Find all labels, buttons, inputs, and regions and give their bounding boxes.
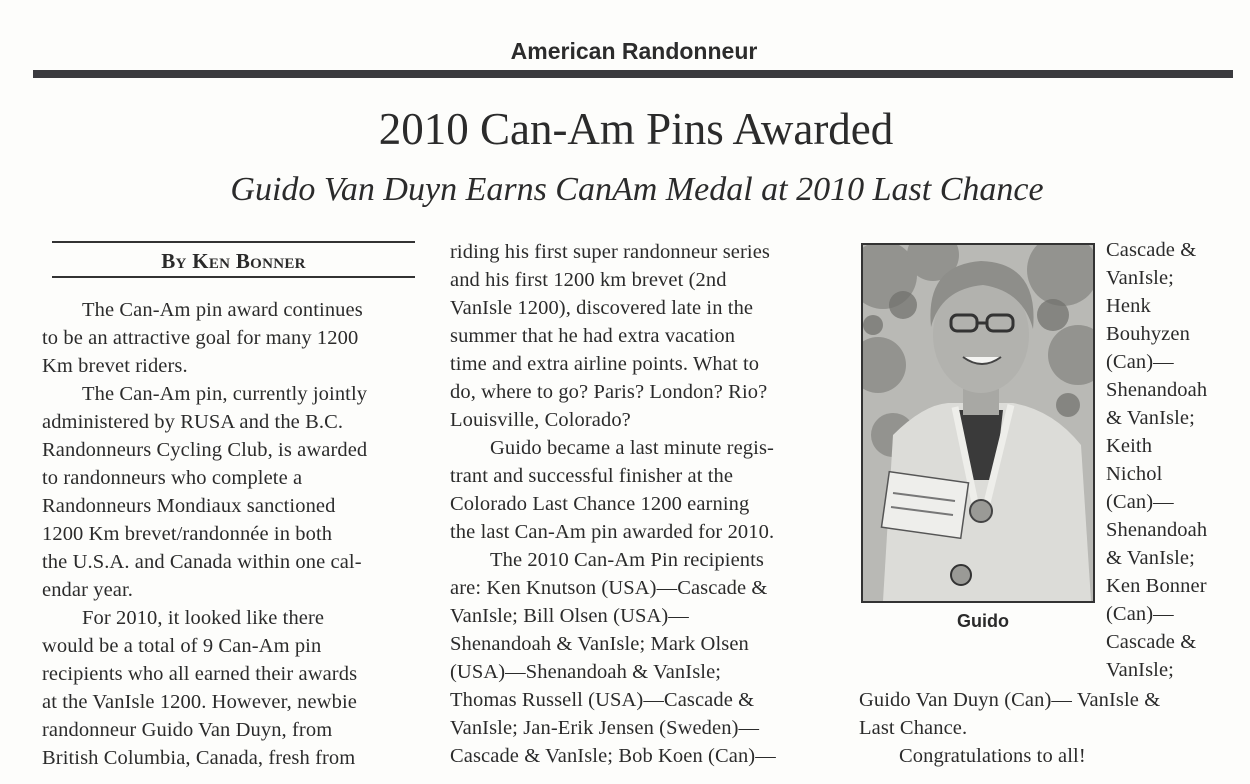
text-line: the U.S.A. and Canada within one cal- xyxy=(42,551,362,573)
text-line: Louisville, Colorado? xyxy=(450,409,631,431)
column-3 xyxy=(1106,236,1246,684)
text-line: to be an attractive goal for many 1200 xyxy=(42,327,359,349)
congratulations-line: Congratulations to all! xyxy=(899,745,1086,767)
text-line: at the VanIsle 1200. However, newbie xyxy=(42,691,357,713)
text-line: Cascade & VanIsle; Bob Koen (Can)— xyxy=(450,745,776,767)
text-line: do, where to go? Paris? London? Rio? xyxy=(450,381,768,403)
text-line: The Can-Am pin award continues xyxy=(82,299,363,321)
text-line: recipients who all earned their awards xyxy=(42,663,358,685)
publication-name: American Randonneur xyxy=(510,38,758,64)
text-line: VanIsle; Jan-Erik Jensen (Sweden)— xyxy=(450,717,760,739)
article-subtitle: Guido Van Duyn Earns CanAm Medal at 2010 Last Chance xyxy=(230,171,1044,208)
text-line: summer that he had extra vacation xyxy=(450,325,736,347)
text-line: randonneur Guido Van Duyn, from xyxy=(42,719,333,741)
text-line: VanIsle 1200), discovered late in the xyxy=(450,297,754,319)
text-line: Shenandoah xyxy=(1106,379,1208,401)
text-line: Guido Van Duyn (Can)— VanIsle & xyxy=(859,689,1161,711)
text-line: (USA)—Shenandoah & VanIsle; xyxy=(450,661,722,683)
text-line: Bouhyzen xyxy=(1106,323,1190,345)
text-line: The 2010 Can-Am Pin recipients xyxy=(490,549,765,571)
text-line: For 2010, it looked like there xyxy=(82,607,325,629)
text-line: 1200 Km brevet/randonnée in both xyxy=(42,523,333,545)
text-line: endar year. xyxy=(42,579,134,601)
text-line: the last Can-Am pin awarded for 2010. xyxy=(450,521,775,543)
text-line: (Can)— xyxy=(1106,351,1174,373)
text-line: Ken Bonner xyxy=(1106,575,1207,597)
text-line: are: Ken Knutson (USA)—Cascade & xyxy=(450,577,768,599)
text-line: Guido became a last minute regis- xyxy=(490,437,774,459)
text-line: British Columbia, Canada, fresh from xyxy=(42,747,356,769)
text-line: VanIsle; xyxy=(1106,267,1174,289)
text-line: Nichol xyxy=(1106,463,1163,485)
text-line: to randonneurs who complete a xyxy=(42,467,303,489)
text-line: Randonneurs Mondiaux sanctioned xyxy=(42,495,336,517)
text-line: (Can)— xyxy=(1106,491,1174,513)
text-line: VanIsle; xyxy=(1106,659,1174,681)
text-line: riding his first super randonneur series xyxy=(450,241,770,263)
column-2 xyxy=(450,238,830,770)
text-line: VanIsle; Bill Olsen (USA)— xyxy=(450,605,689,627)
portrait-image xyxy=(863,245,1093,601)
byline-box xyxy=(52,241,415,278)
text-line: Colorado Last Chance 1200 earning xyxy=(450,493,750,515)
text-line: Cascade & xyxy=(1106,239,1197,261)
text-line: Last Chance. xyxy=(859,717,968,739)
guido-photo xyxy=(861,243,1095,603)
text-line: Thomas Russell (USA)—Cascade & xyxy=(450,689,755,711)
text-line: The Can-Am pin, currently jointly xyxy=(82,383,368,405)
text-line: trant and successful finisher at the xyxy=(450,465,734,487)
text-line: Randonneurs Cycling Club, is awarded xyxy=(42,439,368,461)
text-line: & VanIsle; xyxy=(1106,547,1195,569)
text-line: Cascade & xyxy=(1106,631,1197,653)
photo-caption: Guido xyxy=(957,611,1009,631)
text-line: & VanIsle; xyxy=(1106,407,1195,429)
article-title: 2010 Can-Am Pins Awarded xyxy=(378,104,894,154)
text-line: Shenandoah xyxy=(1106,519,1208,541)
masthead-rule xyxy=(33,70,1233,78)
text-line: Km brevet riders. xyxy=(42,355,188,377)
text-line: Keith xyxy=(1106,435,1153,457)
column-4-footer xyxy=(859,686,1249,770)
text-line: and his first 1200 km brevet (2nd xyxy=(450,269,727,291)
text-line: (Can)— xyxy=(1106,603,1174,625)
text-line: Shenandoah & VanIsle; Mark Olsen xyxy=(450,633,749,655)
text-line: Henk xyxy=(1106,295,1151,317)
text-line: would be a total of 9 Can-Am pin xyxy=(42,635,322,657)
column-1 xyxy=(42,296,422,772)
text-line: administered by RUSA and the B.C. xyxy=(42,411,344,433)
byline: By Ken Bonner xyxy=(161,249,306,273)
text-line: time and extra airline points. What to xyxy=(450,353,760,375)
